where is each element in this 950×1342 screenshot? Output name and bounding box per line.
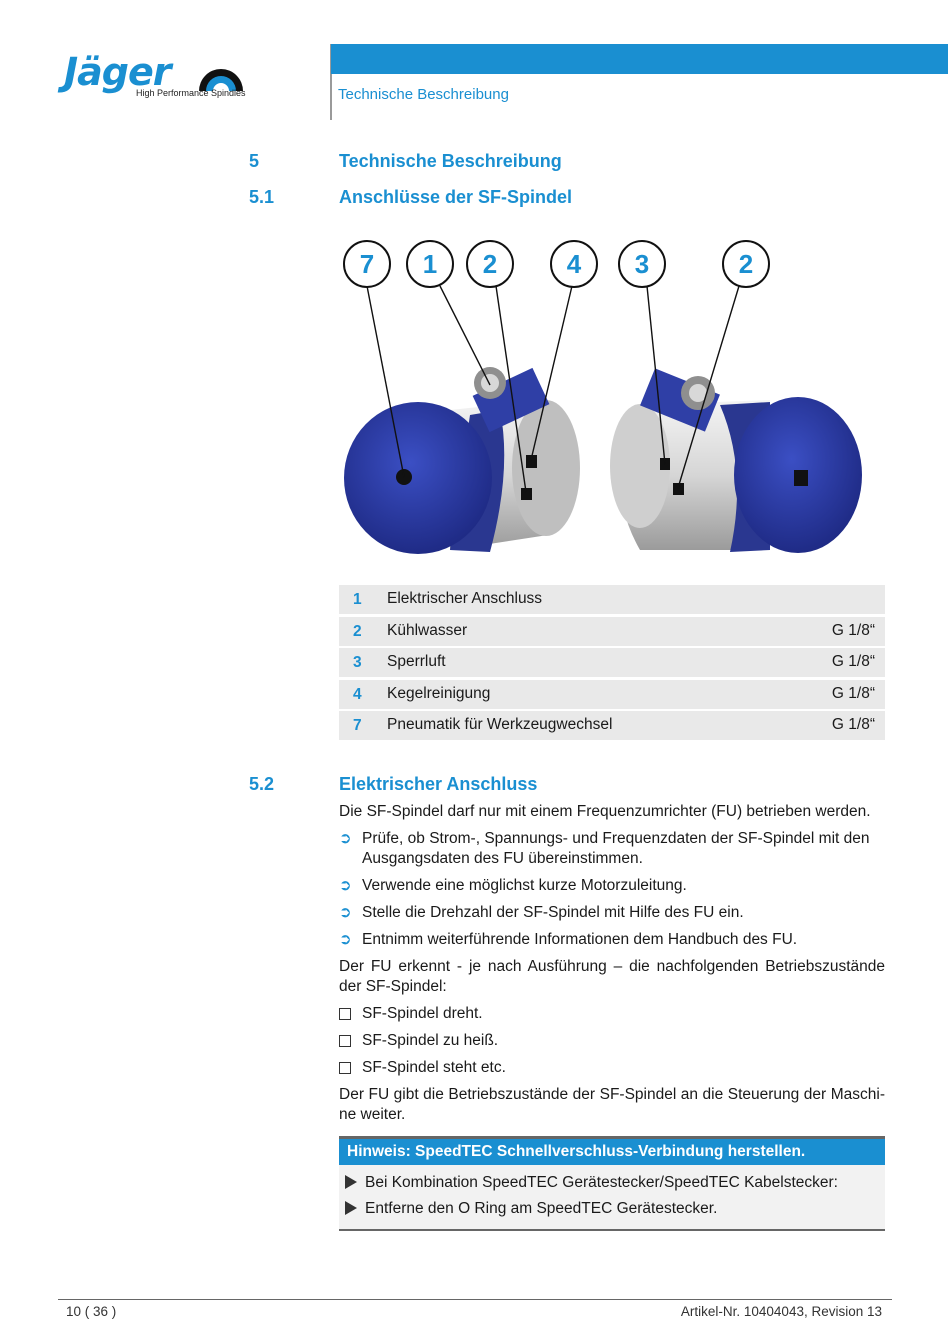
step-item xyxy=(339,829,885,869)
hint-item xyxy=(345,1200,717,1218)
hint-box xyxy=(339,1136,885,1231)
arrow-bullet-icon: ➲ xyxy=(339,830,352,847)
step-text: Prüfe, ob Strom-, Spannungs- und Frequenzdaten der SF-Spindel mit den Ausgangsdaten des FU übereinstimmen. xyxy=(362,830,870,867)
step-item xyxy=(339,930,885,950)
row-number: 2 xyxy=(353,622,362,640)
spindle-connections-figure xyxy=(300,230,900,570)
row-label: Elektrischer Anschluss xyxy=(387,590,543,607)
subsection2-title: Elektrischer Anschluss xyxy=(339,774,538,794)
section-number: 5 xyxy=(249,151,260,171)
hint-title: Hinweis: SpeedTEC Schnellverschluss-Verbindung herstellen. xyxy=(339,1139,885,1165)
callout-7-label: 7 xyxy=(359,249,375,279)
table-row xyxy=(339,680,885,709)
state-item xyxy=(339,1004,885,1024)
row-value: G 1/8“ xyxy=(831,684,875,702)
hint-item-text: Bei Kombination SpeedTEC Gerätestecker/SpeedTEC Kabelstecker: xyxy=(365,1174,838,1191)
subsection2-number: 5.2 xyxy=(249,774,275,794)
table-row xyxy=(339,585,885,614)
company-logo xyxy=(64,52,254,108)
state-text: SF-Spindel zu heiß. xyxy=(362,1032,499,1049)
row-number: 1 xyxy=(353,591,362,608)
connections-table xyxy=(339,585,885,743)
row-number: 4 xyxy=(353,685,362,703)
step-item xyxy=(339,903,885,923)
hint-item-text: Entferne den O Ring am SpeedTEC Gerätestecker. xyxy=(365,1200,718,1217)
triangle-bullet-icon xyxy=(345,1201,357,1215)
page-number: 10 ( 36 ) xyxy=(66,1304,117,1319)
section-title: Technische Beschreibung xyxy=(339,151,562,171)
step-item xyxy=(339,876,885,896)
header-section-title: Technische Beschreibung xyxy=(338,86,509,103)
header-accent-bar xyxy=(331,44,948,74)
arrow-bullet-icon: ➲ xyxy=(339,904,352,921)
spindle-right-view xyxy=(610,368,862,553)
callout-4 xyxy=(551,241,597,287)
table-row xyxy=(339,648,885,677)
state-text: SF-Spindel steht etc. xyxy=(362,1059,506,1076)
callout-2b-label: 2 xyxy=(738,249,754,279)
step-text: Stelle die Drehzahl der SF-Spindel mit Hilfe des FU ein. xyxy=(362,904,744,921)
arrow-bullet-icon: ➲ xyxy=(339,877,352,894)
table-row xyxy=(339,711,885,740)
subsection-number: 5.1 xyxy=(249,187,275,207)
row-label: Pneumatik für Werkzeugwechsel xyxy=(387,716,613,733)
row-number: 7 xyxy=(353,717,362,734)
logo-wordmark: Jäger xyxy=(64,50,171,94)
row-value: G 1/8“ xyxy=(831,716,875,733)
callout-2a xyxy=(467,241,513,287)
closing-paragraph: Der FU gibt die Betriebszustände der SF-Spindel an die Steuerung der Maschi-ne weiter. xyxy=(339,1086,885,1123)
checkbox-bullet-icon xyxy=(339,1031,357,1053)
row-number: 3 xyxy=(353,654,362,671)
callout-2b xyxy=(723,241,769,287)
callout-3 xyxy=(619,241,665,287)
state-text: SF-Spindel dreht. xyxy=(362,1005,483,1022)
checkbox-bullet-icon xyxy=(339,1058,357,1080)
checkbox-bullet-icon xyxy=(339,1004,357,1026)
row-label: Sperrluft xyxy=(387,653,446,670)
callout-2a-label: 2 xyxy=(482,249,498,279)
callout-1-label: 1 xyxy=(422,249,438,279)
row-label: Kühlwasser xyxy=(387,621,468,639)
logo-tagline: High Performance Spindles xyxy=(136,88,246,98)
triangle-bullet-icon xyxy=(345,1175,357,1189)
row-value: G 1/8“ xyxy=(831,653,875,670)
state-item xyxy=(339,1058,885,1078)
step-text: Entnimm weiterführende Informationen dem Handbuch des FU. xyxy=(362,931,798,948)
footer-divider xyxy=(58,1299,892,1300)
article-number: Artikel-Nr. 10404043, Revision 13 xyxy=(680,1304,882,1319)
callout-4-label: 4 xyxy=(566,249,582,279)
row-label: Kegelreinigung xyxy=(387,684,491,702)
state-item xyxy=(339,1031,885,1051)
callout-1 xyxy=(407,241,453,287)
spindle-left-view xyxy=(344,367,580,554)
hint-item xyxy=(345,1174,838,1192)
subsection-title: Anschlüsse der SF-Spindel xyxy=(339,187,573,207)
step-text: Verwende eine möglichst kurze Motorzuleitung. xyxy=(362,877,687,894)
arrow-bullet-icon: ➲ xyxy=(339,931,352,948)
table-row xyxy=(339,617,885,646)
callout-7 xyxy=(344,241,390,287)
intro-paragraph: Die SF-Spindel darf nur mit einem Frequenzumrichter (FU) betrieben werden. xyxy=(339,803,871,820)
callout-3-label: 3 xyxy=(634,249,650,279)
states-intro-paragraph: Der FU erkennt - je nach Ausführung – die nachfolgenden Betriebszustände der SF-Spindel: xyxy=(339,958,885,995)
row-value: G 1/8“ xyxy=(831,621,875,639)
